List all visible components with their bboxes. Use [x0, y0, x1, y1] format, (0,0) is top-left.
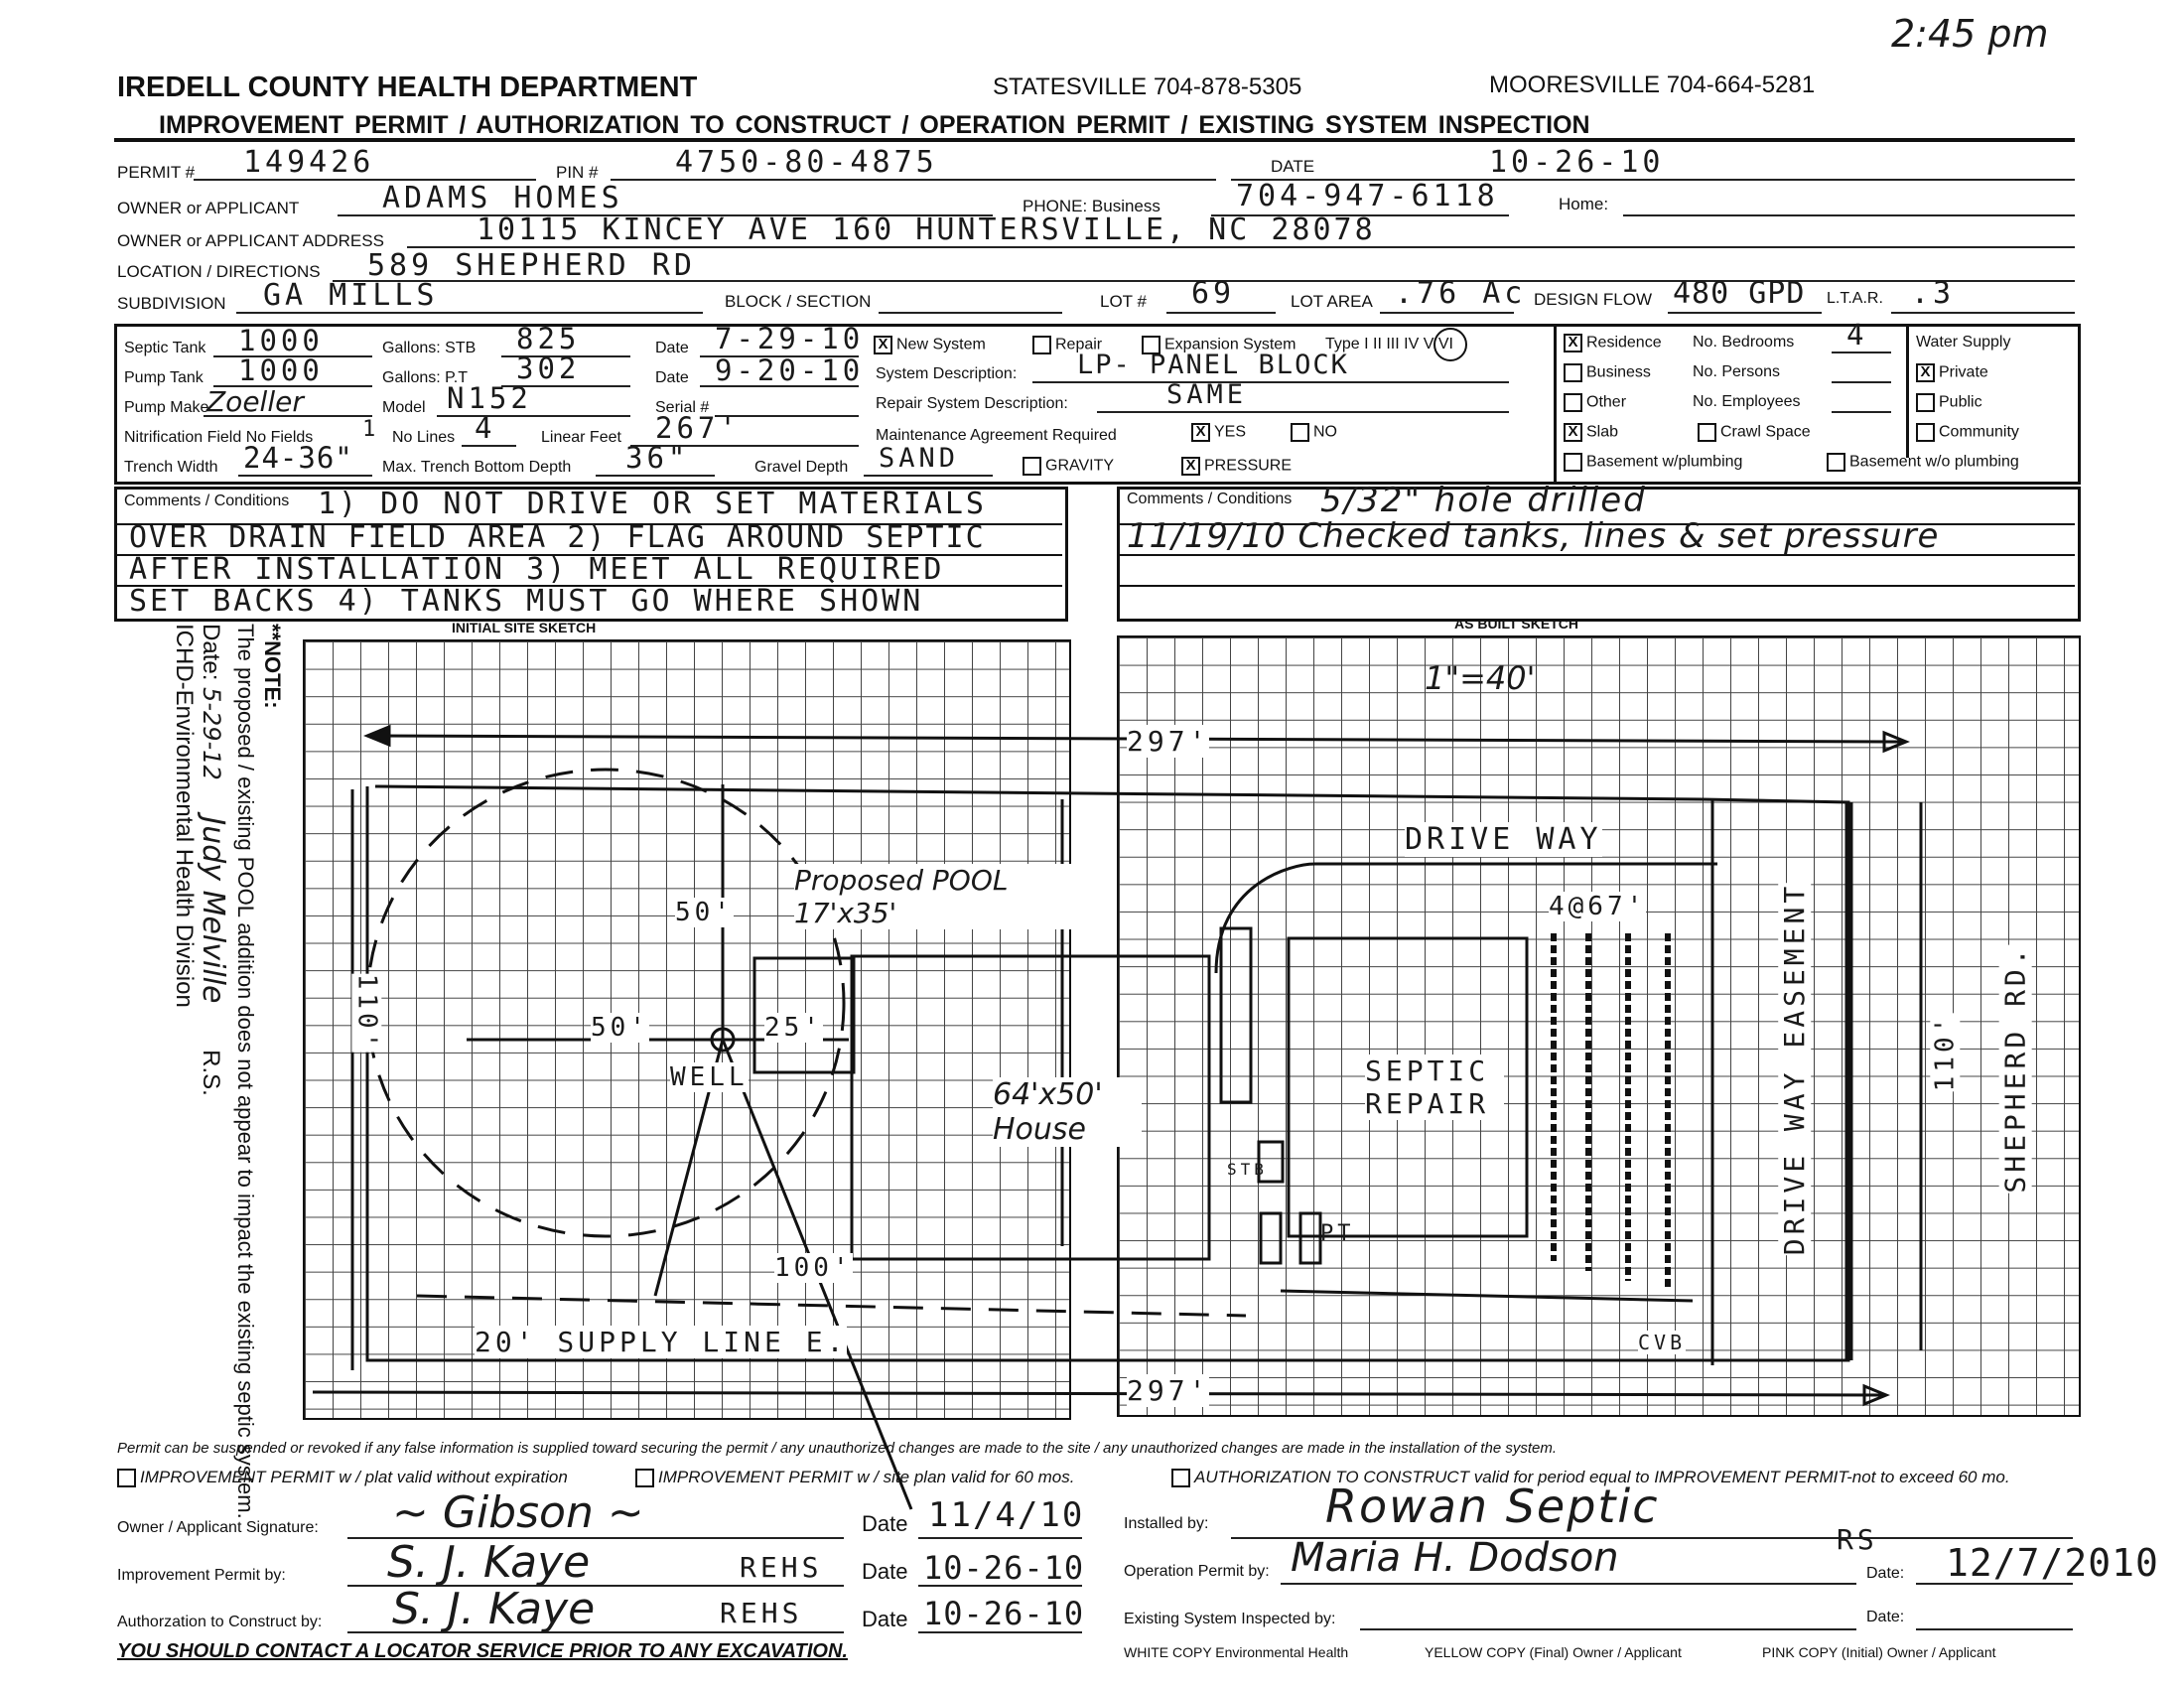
owner-name[interactable]: ADAMS HOMES	[382, 181, 623, 215]
comment-left-1[interactable]: 1) DO NOT DRIVE OR SET MATERIALS	[318, 487, 987, 521]
pressure-label: PRESSURE	[1204, 457, 1293, 475]
pt-box	[1300, 1213, 1320, 1263]
residence-label: Residence	[1586, 334, 1662, 352]
nitri-label: Nitrification Field No Fields	[124, 429, 314, 446]
ltar-label: L.T.A.R.	[1827, 290, 1883, 307]
gravel-label: Gravel Depth	[754, 459, 849, 476]
dim-left-label: 110'	[351, 973, 382, 1053]
private-label: Private	[1939, 363, 1988, 381]
dim-bottom-line	[313, 1392, 1886, 1395]
stb-label: STB	[1227, 1160, 1268, 1179]
manifold-line	[1281, 1291, 1693, 1301]
pump-date[interactable]: 9-20-10	[715, 353, 865, 387]
yes-label: YES	[1214, 423, 1247, 441]
septic-date-label: Date	[655, 340, 689, 356]
gal-stb-label: Gallons: STB	[382, 340, 477, 356]
note-division: ICHD-Environmental Health Division	[171, 624, 198, 1008]
trench-width[interactable]: 24-36"	[243, 441, 353, 475]
op-date-label: Date:	[1866, 1565, 1905, 1582]
suspend-notice: Permit can be suspended or revoked if any false information is supplied toward securing the permit / any unauthorized changes are made to the site / any unauthorized changes are made in the installation of the system.	[117, 1440, 1557, 1457]
dim-50-b: 50'	[591, 1013, 649, 1043]
asbuilt-sketch-title: AS BUILT SKETCH	[1454, 616, 1578, 632]
dim-bottom-label: 297'	[1127, 1374, 1210, 1407]
subdivision[interactable]: GA MILLS	[263, 278, 439, 313]
ip-signature[interactable]: S. J. Kaye	[387, 1537, 591, 1588]
lot-label: LOT #	[1100, 292, 1147, 311]
maint-yes-check[interactable]: X YES	[1191, 423, 1246, 442]
stb-gallons[interactable]: 825	[516, 322, 581, 355]
lines-length-label: 4@67'	[1549, 892, 1647, 921]
owner-sig-label: Owner / Applicant Signature:	[117, 1519, 319, 1536]
pool-note	[171, 624, 286, 1577]
fl2	[918, 1537, 1082, 1539]
owner-label: OWNER or APPLICANT	[117, 199, 300, 217]
ip-by-label: Improvement Permit by:	[117, 1567, 286, 1584]
ip-date[interactable]: 10-26-10	[923, 1549, 1085, 1587]
owner-signature[interactable]: ~ Gibson ~	[392, 1487, 644, 1538]
lot-number[interactable]: 69	[1191, 276, 1236, 311]
private-check[interactable]: X Private	[1916, 363, 1988, 382]
note-date-row	[196, 624, 230, 1577]
pt-gallons[interactable]: 302	[516, 352, 581, 385]
block-label: BLOCK / SECTION	[725, 292, 872, 311]
other-label: Other	[1586, 393, 1627, 411]
corner-time-note: 2:45 pm	[1891, 12, 2049, 56]
gravity-label: GRAVITY	[1045, 457, 1115, 475]
bedrooms[interactable]: 4	[1846, 318, 1868, 352]
copy-white: WHITE COPY Environmental Health	[1124, 1644, 1349, 1660]
gal-pt-label: Gallons: P.T	[382, 369, 468, 386]
pin-number[interactable]: 4750-80-4875	[675, 145, 938, 180]
statesville-phone: STATESVILLE 704-878-5305	[993, 73, 1302, 100]
comment-left-4[interactable]: SET BACKS 4) TANKS MUST GO WHERE SHOWN	[129, 584, 924, 619]
maint-label: Maintenance Agreement Required	[876, 427, 1117, 444]
ip-site-label: IMPROVEMENT PERMIT w / site plan valid for 60 mos.	[658, 1468, 1075, 1486]
system-description[interactable]: LP- PANEL BLOCK	[1077, 350, 1349, 380]
pump-model[interactable]: N152	[447, 381, 532, 415]
pool-label: Proposed POOL 17'x35'	[794, 864, 1092, 929]
owner-date[interactable]: 11/4/10	[928, 1495, 1085, 1535]
note-date-label: Date:	[198, 624, 224, 681]
no-lines[interactable]: 4	[475, 411, 496, 445]
pump-gallons[interactable]: 1000	[238, 353, 324, 387]
address-label: OWNER or APPLICANT ADDRESS	[117, 231, 384, 250]
no-fields[interactable]: 1	[362, 417, 380, 442]
ip-plat-label: IMPROVEMENT PERMIT w / plat valid without expiration	[140, 1468, 568, 1486]
linear-label: Linear Feet	[541, 429, 621, 446]
persons-label: No. Persons	[1693, 363, 1781, 380]
atc-by-label: Authorzation to Construct by:	[117, 1614, 323, 1630]
new-label: New System	[896, 336, 986, 353]
dim-right-label: 110'	[1930, 1013, 1961, 1092]
depth-label: Max. Trench Bottom Depth	[382, 459, 572, 476]
pin-label: PIN #	[556, 163, 599, 182]
no-label: NO	[1313, 423, 1337, 441]
op-label: Operation Permit by:	[1124, 1563, 1270, 1580]
ip-date-label: Date	[862, 1559, 908, 1584]
dim-25: 25'	[764, 1013, 823, 1043]
dim-50-a: 50'	[675, 898, 734, 927]
date-label: DATE	[1271, 157, 1315, 176]
road-label: SHEPHERD RD.	[1998, 944, 2032, 1194]
pump-date-label: Date	[655, 369, 689, 386]
pressure-check[interactable]: X PRESSURE	[1181, 457, 1292, 476]
location-directions[interactable]: 589 SHEPHERD RD	[367, 248, 696, 283]
type-label: Type I II III IV V VI	[1325, 336, 1453, 352]
op-signature[interactable]: Maria H. Dodson	[1291, 1535, 1619, 1581]
ip-plat-check[interactable]	[117, 1468, 568, 1487]
fl10	[1360, 1628, 1856, 1630]
form-subtitle: IMPROVEMENT PERMIT / AUTHORIZATION TO CONSTRUCT / OPERATION PERMIT / EXISTING SYSTEM INSPECTION	[159, 111, 1590, 139]
fl8	[1281, 1583, 1856, 1585]
atc-rems: REHS	[720, 1597, 803, 1629]
public-label: Public	[1939, 393, 1982, 411]
comment-right-1[interactable]: 5/32" hole drilled	[1320, 481, 1647, 520]
crawl-label: Crawl Space	[1720, 423, 1811, 441]
note-signature: Judy Melville	[196, 816, 230, 1004]
linear-feet[interactable]: 267'	[655, 411, 741, 445]
basement-with-label: Basement w/plumbing	[1586, 453, 1743, 471]
atc-date-label: Date	[862, 1607, 908, 1631]
note-date: 5-29-12	[198, 687, 225, 780]
permit-label: PERMIT #	[117, 163, 196, 182]
installer-name[interactable]: Rowan Septic	[1325, 1479, 1660, 1533]
subdivision-label: SUBDIVISION	[117, 294, 226, 313]
permit-date[interactable]: 10-26-10	[1489, 145, 1665, 180]
residence-check[interactable]: X Residence	[1564, 334, 1662, 352]
sketch-scale: 1"=40'	[1425, 659, 1536, 697]
comment-left-2[interactable]: OVER DRAIN FIELD AREA 2) FLAG AROUND SEPTIC	[129, 520, 986, 555]
septic-repair-label: SEPTIC REPAIR	[1365, 1055, 1504, 1120]
op-date[interactable]: 12/7/2010	[1946, 1541, 2159, 1585]
dim-top-label: 297'	[1127, 725, 1210, 758]
mooresville-phone: MOORESVILLE 704-664-5281	[1489, 71, 1816, 98]
department-title: IREDELL COUNTY HEALTH DEPARTMENT	[117, 71, 698, 103]
fl11	[1916, 1628, 2073, 1630]
note-line-1	[259, 624, 286, 1577]
installed-label: Installed by:	[1124, 1515, 1209, 1532]
slab-label: Slab	[1586, 423, 1619, 441]
serial-label: Serial #	[655, 399, 710, 416]
owner-address[interactable]: 10115 KINCEY AVE 160 HUNTERSVILLE, NC 28078	[477, 212, 1376, 247]
septic-gallons[interactable]: 1000	[238, 324, 324, 357]
phone-label: PHONE: Business	[1023, 197, 1160, 215]
house-label: 64'x50' House	[993, 1077, 1142, 1147]
basement-without-label: Basement w/o plumbing	[1849, 453, 2019, 471]
op-rs: RS	[1837, 1523, 1878, 1556]
business-label: Business	[1586, 363, 1651, 381]
atc-date[interactable]: 10-26-10	[923, 1595, 1085, 1632]
initial-sketch-title: INITIAL SITE SKETCH	[452, 620, 597, 635]
sysdesc-label: System Description:	[876, 365, 1018, 382]
atc-label: AUTHORIZATION TO CONSTRUCT valid for period equal to IMPROVEMENT PERMIT-not to exceed 60 mo.	[1194, 1468, 2010, 1486]
repair-description[interactable]: SAME	[1166, 379, 1248, 410]
ip-site-check[interactable]	[635, 1468, 1074, 1487]
ip-rems: REHS	[740, 1551, 823, 1584]
septic-date[interactable]: 7-29-10	[715, 322, 865, 355]
locator-warning: YOU SHOULD CONTACT A LOCATOR SERVICE PRIOR TO ANY EXCAVATION.	[117, 1640, 848, 1662]
comments-right-label: Comments / Conditions	[1127, 491, 1293, 507]
cvb-label: CVB	[1638, 1331, 1687, 1354]
note-rs: R.S.	[198, 1050, 224, 1096]
pump-label: Pump Tank	[124, 369, 204, 386]
pump-box	[1261, 1213, 1281, 1263]
septic-label: Septic Tank	[124, 340, 206, 356]
model-label: Model	[382, 399, 426, 416]
driveway-label: DRIVE WAY	[1405, 822, 1602, 857]
phone-business[interactable]: 704-947-6118	[1236, 179, 1499, 213]
pump-make[interactable]: Zoeller	[206, 385, 304, 418]
note-heading: **NOTE:	[260, 624, 285, 709]
new-system-check[interactable]: X New System	[874, 336, 986, 354]
copy-pink: PINK COPY (Initial) Owner / Applicant	[1762, 1644, 1996, 1660]
comments-left-label: Comments / Conditions	[124, 493, 290, 509]
nolines-label: No Lines	[392, 429, 456, 446]
location-label: LOCATION / DIRECTIONS	[117, 262, 321, 281]
well-label: WELL	[670, 1062, 749, 1092]
garage-step	[1221, 928, 1251, 1102]
owner-date-label: Date	[862, 1511, 908, 1536]
slab-check[interactable]: X Slab	[1564, 423, 1618, 442]
lotarea-label: LOT AREA	[1291, 292, 1373, 311]
design-flow[interactable]: 480 GPD	[1673, 276, 1806, 311]
repdesc-label: Repair System Description:	[876, 395, 1068, 412]
esi-label: Existing System Inspected by:	[1124, 1611, 1336, 1627]
atc-signature[interactable]: S. J. Kaye	[392, 1584, 596, 1634]
community-label: Community	[1939, 423, 2019, 441]
pt-label: PT	[1320, 1221, 1355, 1246]
note-text: The proposed / existing POOL addition does not appear to impact the existing septic system.	[233, 624, 258, 1519]
repair-label: Repair	[1055, 336, 1103, 353]
esi-date-label: Date:	[1866, 1609, 1905, 1625]
gravel-depth[interactable]: SAND	[879, 443, 960, 474]
copy-yellow: YELLOW COPY (Final) Owner / Applicant	[1425, 1644, 1682, 1660]
supply-line-label: 20' SUPPLY LINE E.	[475, 1326, 848, 1358]
expansion-label: Expansion System	[1164, 336, 1297, 353]
max-depth[interactable]: 36"	[625, 441, 690, 475]
pump-make-label: Pump Make	[124, 399, 209, 416]
ltar-value[interactable]: .3	[1911, 276, 1956, 311]
home-label: Home:	[1559, 195, 1609, 213]
lot-area[interactable]: .76 Ac	[1395, 276, 1527, 311]
employees-label: No. Employees	[1693, 393, 1801, 410]
permit-number[interactable]: 149426	[243, 145, 375, 180]
easement-label: DRIVE WAY EASEMENT	[1778, 882, 1812, 1256]
dim-100: 100'	[774, 1253, 853, 1283]
bedrooms-label: No. Bedrooms	[1693, 334, 1795, 351]
comment-left-3[interactable]: AFTER INSTALLATION 3) MEET ALL REQUIRED	[129, 552, 945, 587]
designflow-label: DESIGN FLOW	[1534, 290, 1653, 309]
dim-top-arrow-left	[367, 727, 389, 745]
water-supply-label: Water Supply	[1916, 334, 2011, 351]
comment-right-2[interactable]: 11/19/10 Checked tanks, lines & set pressure	[1127, 516, 1940, 556]
trench-label: Trench Width	[124, 459, 218, 476]
